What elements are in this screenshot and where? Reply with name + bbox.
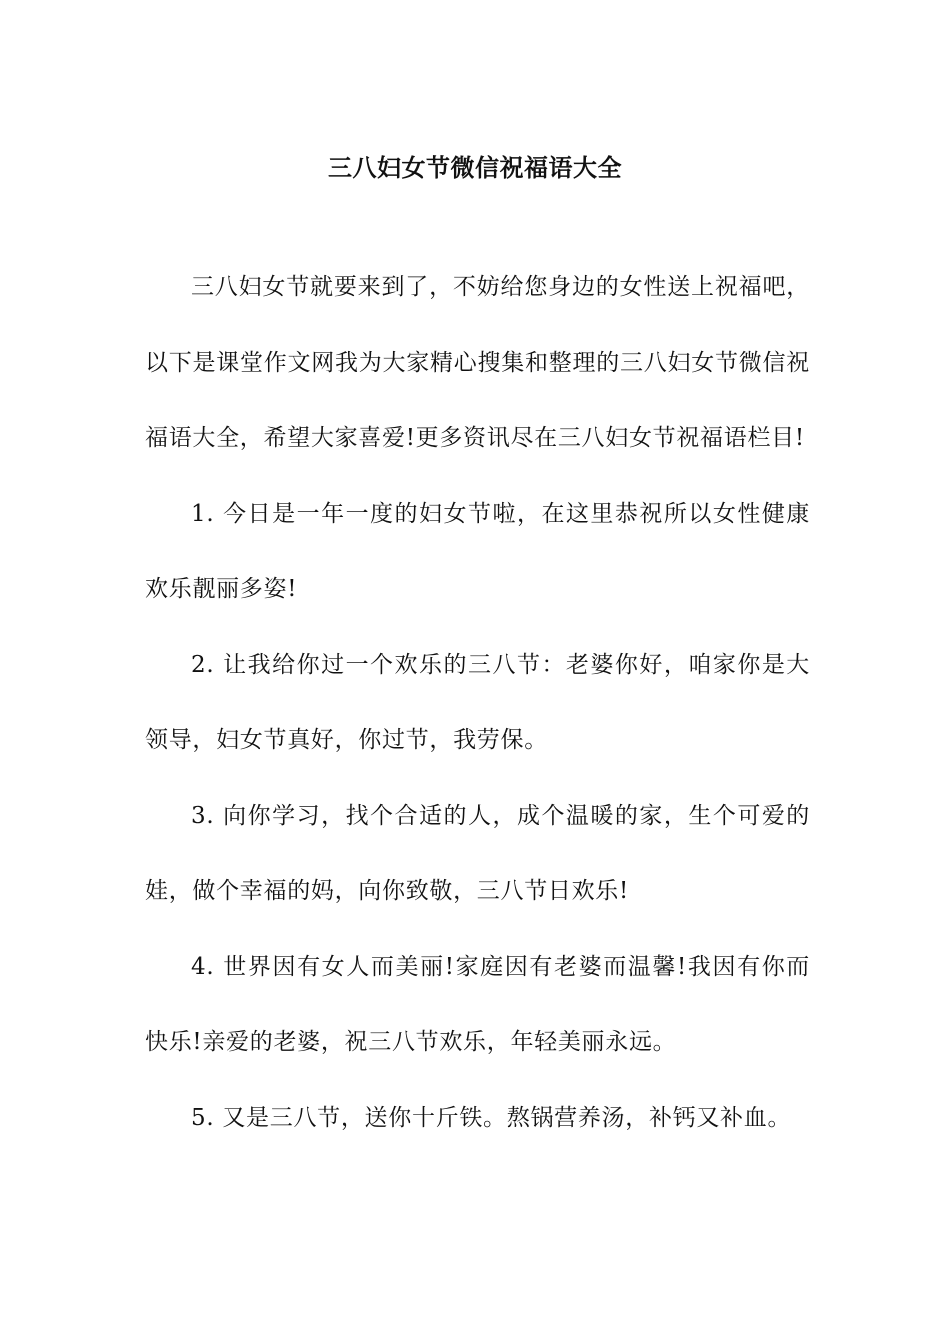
- greeting-item-1: 1. 今日是一年一度的妇女节啦，在这里恭祝所以女性健康欢乐靓丽多姿!: [145, 500, 810, 602]
- greeting-item-4: 4. 世界因有女人而美丽!家庭因有老婆而温馨!我因有你而快乐!亲爱的老婆，祝三八节欢乐，年轻美丽永远。: [145, 953, 810, 1055]
- greeting-item-3: 3. 向你学习，找个合适的人，成个温暖的家，生个可爱的娃，做个幸福的妈，向你致敬，三八节日欢乐!: [145, 802, 810, 904]
- intro-paragraph: 三八妇女节就要来到了，不妨给您身边的女性送上祝福吧，以下是课堂作文网我为大家精心搜集和整理的三八妇女节微信祝福语大全，希望大家喜爱!更多资讯尽在三八妇女节祝福语栏目!: [145, 274, 810, 451]
- greeting-item-5: 5. 又是三八节，送你十斤铁。熬锅营养汤，补钙又补血。: [191, 1104, 792, 1131]
- greeting-item-2: 2. 让我给你过一个欢乐的三八节：老婆你好，咱家你是大领导，妇女节真好，你过节，我劳保。: [145, 651, 810, 753]
- document-body: [145, 250, 810, 1156]
- document-title: 三八妇女节微信祝福语大全: [328, 153, 622, 183]
